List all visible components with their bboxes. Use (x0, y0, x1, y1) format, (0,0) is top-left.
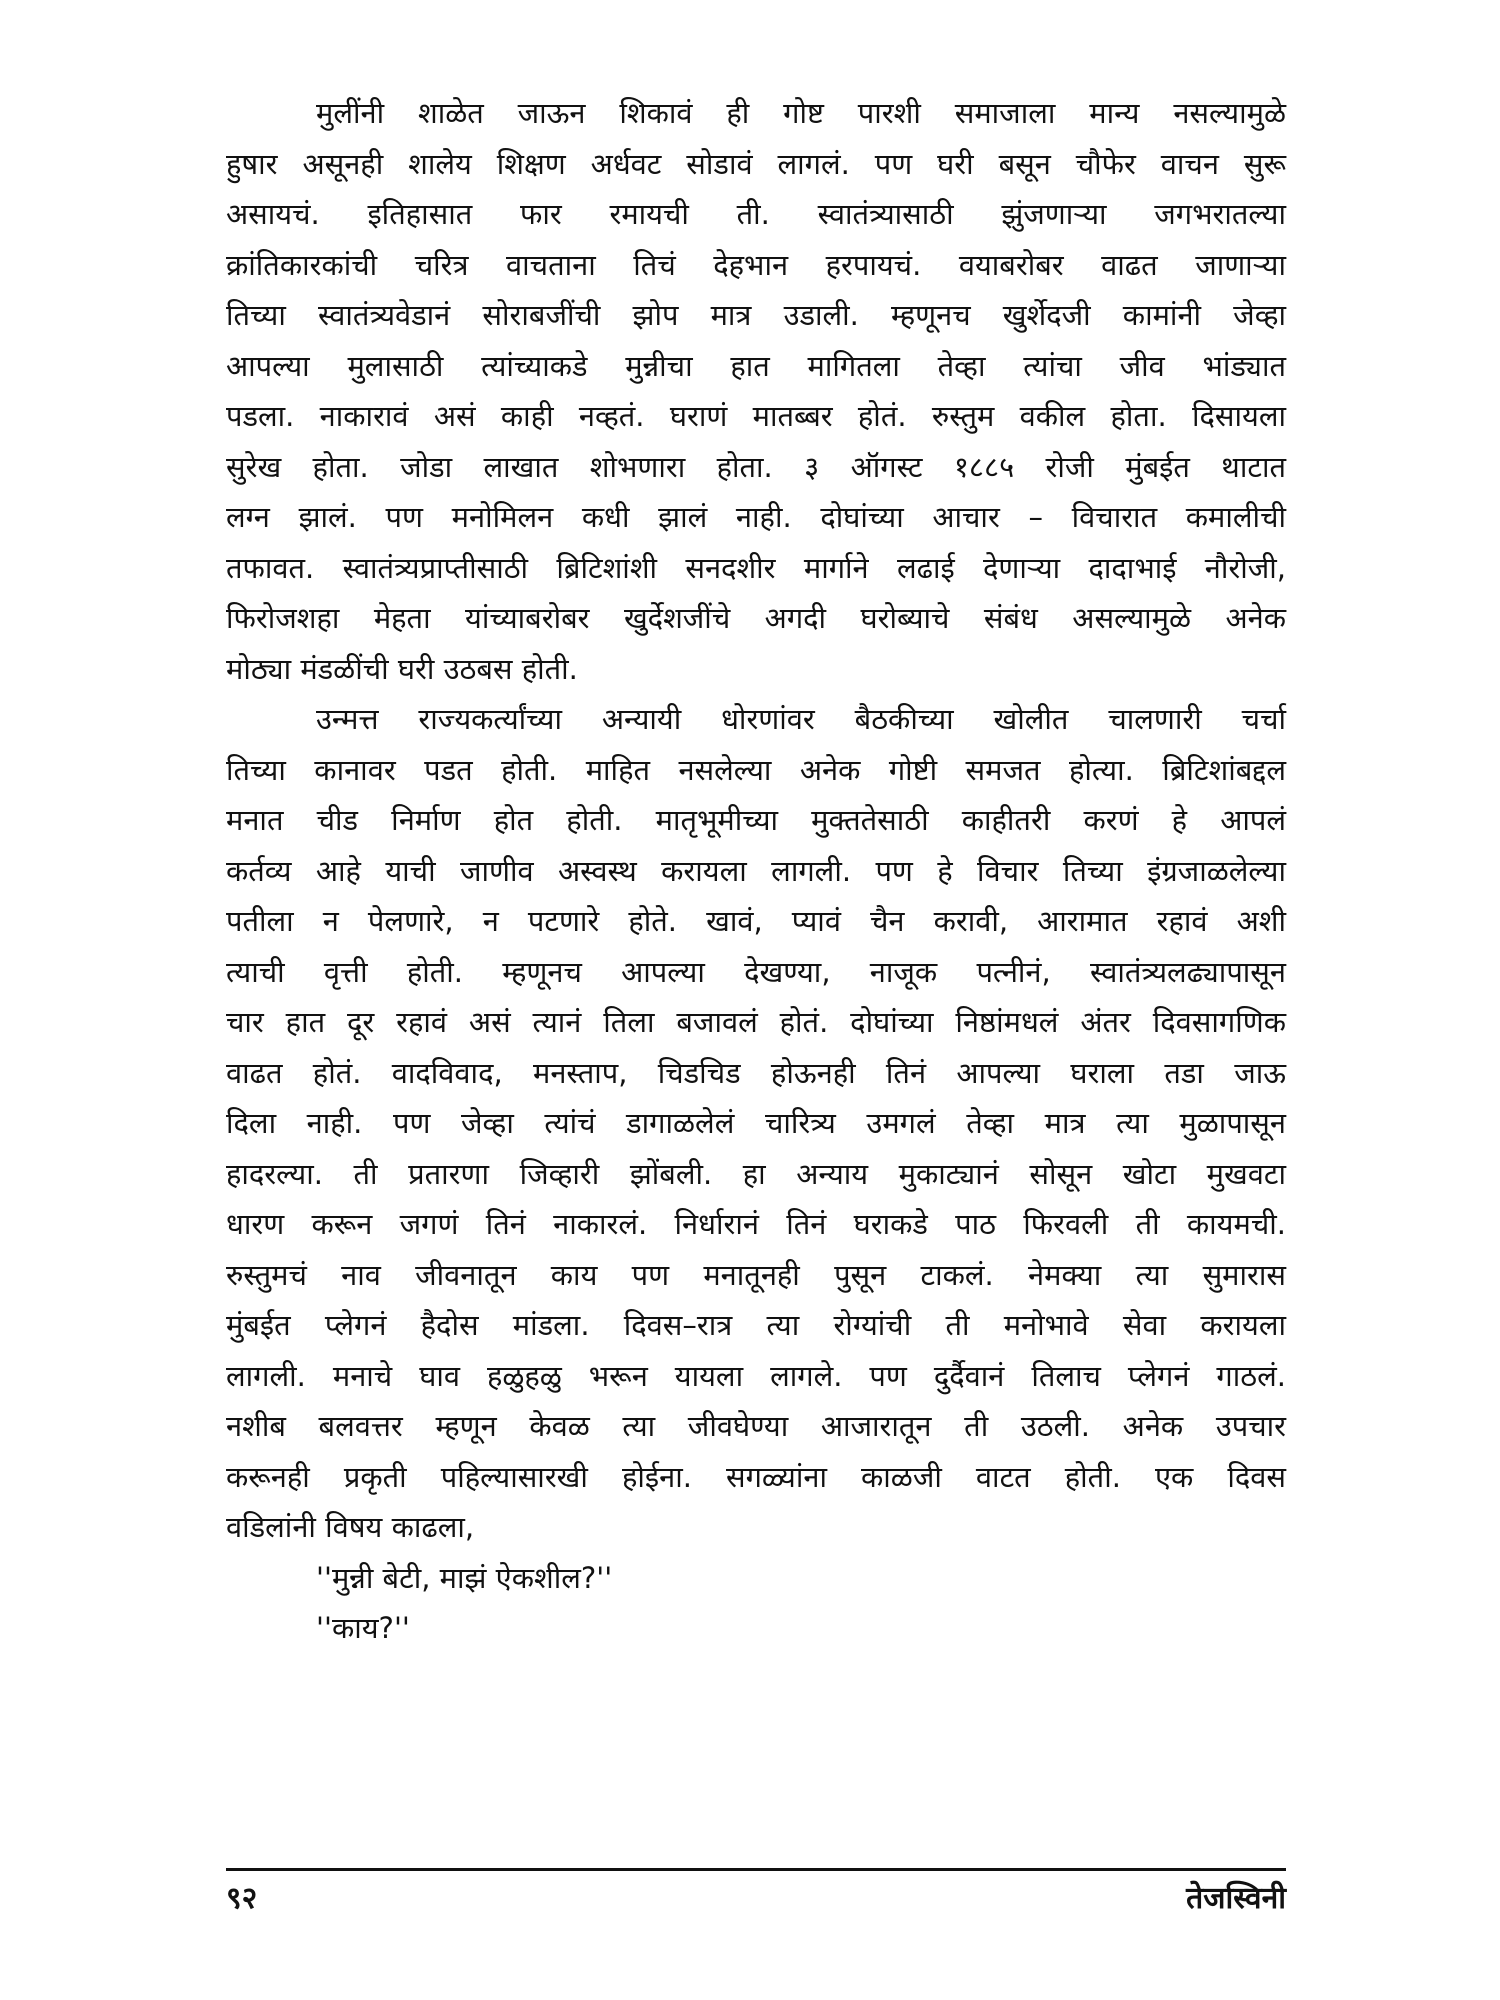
text-line: आपल्या मुलासाठी त्यांच्याकडे मुन्नीचा हात मागितला तेव्हा त्यांचा जीव भांड्यात (226, 348, 1286, 383)
footer-divider (226, 1868, 1286, 1871)
text-line: रुस्तुमचं नाव जीवनातून काय पण मनातूनही पुसून टाकलं. नेमक्या त्या सुमारास (226, 1257, 1286, 1292)
paragraph-2 (226, 694, 1286, 1553)
text-line: लग्न झालं. पण मनोमिलन कधी झालं नाही. दोघांच्या आचार – विचारात कमालीची (226, 500, 1286, 534)
text-line: करूनही प्रकृती पहिल्यासारखी होईना. सगळ्यांना काळजी वाटत होती. एक दिवस (226, 1459, 1286, 1494)
text-line: कर्तव्य आहे याची जाणीव अस्वस्थ करायला लागली. पण हे विचार तिच्या इंग्रजाळलेल्या (226, 853, 1286, 888)
text-line: मनात चीड निर्माण होत होती. मातृभूमीच्या मुक्ततेसाठी काहीतरी करणं हे आपलं (226, 803, 1286, 837)
dialogue (226, 1553, 1286, 1654)
page-number: ९२ (226, 1881, 258, 1916)
text-line: फिरोजशहा मेहता यांच्याबरोबर खुर्देशजींचे अगदी घरोब्याचे संबंध असल्यामुळे अनेक (226, 601, 1286, 635)
text-line: मुलींनी शाळेत जाऊन शिकावं ही गोष्ट पारशी समाजाला मान्य नसल्यामुळे (316, 96, 1286, 130)
dialogue-line: ''काय?'' (316, 1611, 410, 1645)
text-line: क्रांतिकारकांची चरित्र वाचताना तिचं देहभान हरपायचं. वयाबरोबर वाढत जाणाऱ्या (226, 247, 1286, 282)
text-line: हुषार असूनही शालेय शिक्षण अर्धवट सोडावं लागलं. पण घरी बसून चौफेर वाचन सुरू (226, 146, 1286, 181)
text-line: वाढत होतं. वादविवाद, मनस्ताप, चिडचिड होऊनही तिनं आपल्या घराला तडा जाऊ (226, 1055, 1286, 1090)
text-line: असायचं. इतिहासात फार रमायची ती. स्वातंत्र्यासाठी झुंजणाऱ्या जगभरातल्या (226, 197, 1286, 231)
text-line: चार हात दूर रहावं असं त्यानं तिला बजावलं होतं. दोघांच्या निष्ठांमधलं अंतर दिवसागणिक (226, 1005, 1286, 1039)
text-line: लागली. मनाचे घाव हळुहळु भरून यायला लागले. पण दुर्दैवानं तिलाच प्लेगनं गाठलं. (226, 1358, 1286, 1393)
text-line: सुरेख होता. जोडा लाखात शोभणारा होता. ३ ऑगस्ट १८८५ रोजी मुंबईत थाटात (226, 449, 1286, 484)
paragraph-1 (226, 88, 1286, 694)
text-line: मुंबईत प्लेगनं हैदोस मांडला. दिवस–रात्र त्या रोग्यांची ती मनोभावे सेवा करायला (226, 1308, 1286, 1342)
text-line: त्याची वृत्ती होती. म्हणूनच आपल्या देखण्या, नाजूक पत्नीनं, स्वातंत्र्यलढ्यापासून (226, 954, 1286, 989)
text-line: वडिलांनी विषय काढला, (226, 1510, 475, 1544)
text-line: उन्मत्त राज्यकर्त्यांच्या अन्यायी धोरणांवर बैठकीच्या खोलीत चालणारी चर्चा (316, 702, 1286, 736)
text-line: तफावत. स्वातंत्र्यप्राप्तीसाठी ब्रिटिशांशी सनदशीर मार्गाने लढाई देणाऱ्या दादाभाई नौरोजी, (226, 550, 1286, 585)
page-body (226, 88, 1286, 1654)
text-line: धारण करून जगणं तिनं नाकारलं. निर्धारानं तिनं घराकडे पाठ फिरवली ती कायमची. (226, 1207, 1286, 1241)
text-line: मोठ्या मंडळींची घरी उठबस होती. (226, 651, 578, 686)
text-line: दिला नाही. पण जेव्हा त्यांचं डागाळलेलं चारित्र्य उमगलं तेव्हा मात्र त्या मुळापासून (226, 1106, 1286, 1140)
text-line: नशीब बलवत्तर म्हणून केवळ त्या जीवघेण्या आजारातून ती उठली. अनेक उपचार (226, 1409, 1286, 1443)
running-title: तेजस्विनी (1186, 1881, 1286, 1916)
text-line: पतीला न पेलणारे, न पटणारे होते. खावं, प्यावं चैन करावी, आरामात रहावं अशी (226, 904, 1286, 938)
dialogue-line: ''मुन्नी बेटी, माझं ऐकशील?'' (316, 1560, 613, 1595)
text-line: तिच्या कानावर पडत होती. माहित नसलेल्या अनेक गोष्टी समजत होत्या. ब्रिटिशांबद्दल (226, 752, 1286, 787)
text-line: तिच्या स्वातंत्र्यवेडानं सोराबजींची झोप मात्र उडाली. म्हणूनच खुर्शेदजी कामांनी जेव्हा (226, 298, 1286, 332)
text-line: पडला. नाकारावं असं काही नव्हतं. घराणं मातब्बर होतं. रुस्तुम वकील होता. दिसायला (226, 399, 1286, 433)
text-line: हादरल्या. ती प्रतारणा जिव्हारी झोंबली. हा अन्याय मुकाट्यानं सोसून खोटा मुखवटा (226, 1156, 1286, 1191)
